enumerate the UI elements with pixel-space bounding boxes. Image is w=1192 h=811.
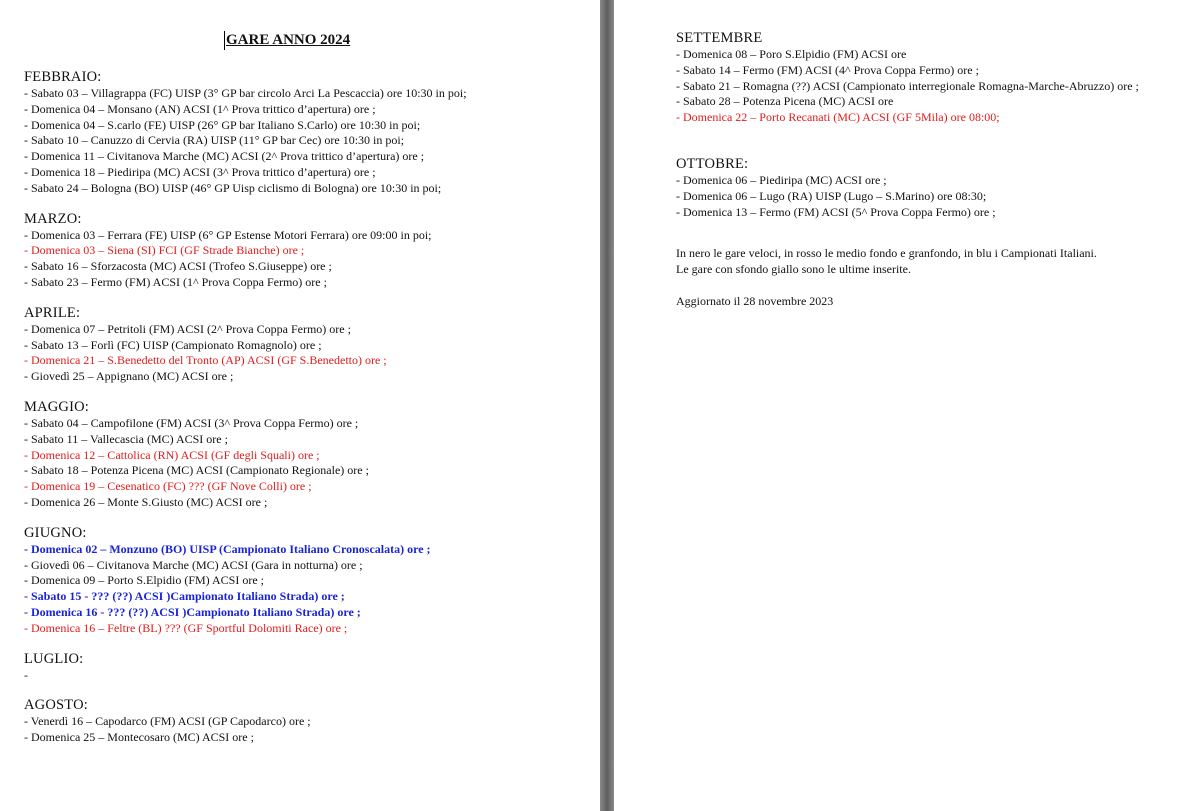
race-item: - Domenica 07 – Petritoli (FM) ACSI (2^ Prova Coppa Fermo) ore ;	[24, 321, 351, 336]
race-list	[24, 714, 594, 746]
race-list	[24, 322, 594, 385]
legend-line: In nero le gare veloci, in rosso le medio fondo e granfondo, in blu i Campionati Italiani.	[676, 246, 1097, 261]
race-item: - Sabato 15 - ??? (??) ACSI )Campionato Italiano Strada) ore ;	[24, 589, 345, 604]
month-heading: OTTOBRE:	[676, 155, 749, 172]
month-heading: AGOSTO:	[24, 697, 88, 714]
page-gutter	[600, 0, 614, 811]
month-heading: FEBBRAIO:	[24, 69, 102, 85]
race-item: - Sabato 16 – Sforzacosta (MC) ACSI (Trofeo S.Giuseppe) ore ;	[24, 259, 332, 274]
race-item: - Domenica 12 – Cattolica (RN) ACSI (GF degli Squali) ore ;	[24, 447, 320, 462]
race-item: - Domenica 26 – Monte S.Giusto (MC) ACSI ore ;	[24, 494, 268, 509]
race-item: - Domenica 19 – Cesenatico (FC) ??? (GF Nove Colli) ore ;	[24, 479, 312, 494]
race-item: - Sabato 18 – Potenza Picena (MC) ACSI (Campionato Regionale) ore ;	[24, 463, 369, 478]
race-item: - Domenica 18 – Piediripa (MC) ACSI (3^ Prova trittico d’apertura) ore ;	[24, 164, 376, 179]
race-item: - Sabato 11 – Vallecascia (MC) ACSI ore ;	[24, 431, 228, 446]
right-column	[676, 30, 1186, 310]
race-list	[24, 668, 594, 684]
race-item: - Giovedì 06 – Civitanova Marche (MC) ACSI (Gara in notturna) ore ;	[24, 557, 363, 572]
race-item: - Domenica 02 – Monzuno (BO) UISP (Campionato Italiano Cronoscalata) ore ;	[24, 541, 431, 556]
race-list	[24, 86, 594, 197]
month-heading: GIUGNO:	[24, 524, 87, 541]
race-item: - Domenica 06 – Lugo (RA) UISP (Lugo – S.Marino) ore 08:30;	[676, 188, 987, 203]
race-item: - Sabato 14 – Fermo (FM) ACSI (4^ Prova Coppa Fermo) ore ;	[676, 62, 979, 77]
race-item: -	[24, 667, 28, 682]
race-item: - Domenica 22 – Porto Recanati (MC) ACSI (GF 5Mila) ore 08:00;	[676, 110, 1000, 125]
month-heading: SETTEMBRE	[676, 30, 763, 46]
race-list	[24, 228, 594, 291]
race-item: - Sabato 24 – Bologna (BO) UISP (46° GP Uisp ciclismo di Bologna) ore 10:30 in poi;	[24, 180, 442, 195]
race-item: - Sabato 03 – Villagrappa (FC) UISP (3° GP bar circolo Arci La Pescaccia) ore 10:30 in poi;	[24, 86, 467, 100]
left-column	[24, 69, 594, 746]
race-item: - Domenica 25 – Montecosaro (MC) ACSI ore ;	[24, 730, 254, 745]
race-item: - Sabato 23 – Fermo (FM) ACSI (1^ Prova Coppa Fermo) ore ;	[24, 274, 327, 289]
race-item: - Sabato 28 – Potenza Picena (MC) ACSI ore	[676, 94, 894, 109]
race-item: - Giovedì 25 – Appignano (MC) ACSI ore ;	[24, 369, 234, 384]
race-item: - Sabato 13 – Forlì (FC) UISP (Campionato Romagnolo) ore ;	[24, 337, 322, 352]
race-item: - Domenica 16 – Feltre (BL) ??? (GF Sportful Dolomiti Race) ore ;	[24, 620, 348, 635]
race-item: - Domenica 11 – Civitanova Marche (MC) ACSI (2^ Prova trittico d’apertura) ore ;	[24, 149, 425, 164]
race-item: - Domenica 21 – S.Benedetto del Tronto (AP) ACSI (GF S.Benedetto) ore ;	[24, 353, 387, 368]
race-item: - Domenica 03 – Ferrara (FE) UISP (6° GP Estense Motori Ferrara) ore 09:00 in poi;	[24, 227, 432, 242]
legend-line: Le gare con sfondo giallo sono le ultime inserite.	[676, 262, 911, 277]
race-list	[676, 173, 1186, 220]
race-item: - Sabato 04 – Campofilone (FM) ACSI (3^ Prova Coppa Fermo) ore ;	[24, 415, 359, 430]
page-title: GARE ANNO 2024	[226, 32, 351, 48]
race-item: - Domenica 09 – Porto S.Elpidio (FM) ACSI ore ;	[24, 573, 264, 588]
race-item: - Domenica 06 – Piediripa (MC) ACSI ore ;	[676, 172, 887, 187]
race-item: - Domenica 08 – Poro S.Elpidio (FM) ACSI ore	[676, 47, 907, 61]
text-cursor	[224, 31, 225, 50]
race-list	[24, 416, 594, 511]
race-item: - Domenica 03 – Siena (SI) FCI (GF Strade Bianche) ore ;	[24, 243, 305, 258]
updated-date: Aggiornato il 28 novembre 2023	[676, 293, 834, 308]
race-item: - Domenica 16 - ??? (??) ACSI )Campionato Italiano Strada) ore ;	[24, 604, 361, 619]
month-heading: APRILE:	[24, 304, 81, 321]
race-item: - Domenica 13 – Fermo (FM) ACSI (5^ Prova Coppa Fermo) ore ;	[676, 204, 996, 219]
race-item: - Sabato 21 – Romagna (??) ACSI (Campionato interregionale Romagna-Marche-Abruzzo) ore ;	[676, 78, 1139, 93]
month-heading: MARZO:	[24, 210, 82, 227]
race-item: - Sabato 10 – Canuzzo di Cervia (RA) UISP (11° GP bar Cec) ore 10:30 in poi;	[24, 133, 405, 148]
race-item: - Domenica 04 – Monsano (AN) ACSI (1^ Prova trittico d’apertura) ore ;	[24, 101, 376, 116]
race-list	[24, 542, 594, 637]
month-heading: MAGGIO:	[24, 398, 90, 415]
race-item: - Venerdì 16 – Capodarco (FM) ACSI (GP Capodarco) ore ;	[24, 714, 311, 729]
month-heading: LUGLIO:	[24, 650, 84, 667]
race-item: - Domenica 04 – S.carlo (FE) UISP (26° GP bar Italiano S.Carlo) ore 10:30 in poi;	[24, 117, 421, 132]
race-list	[676, 47, 1186, 126]
